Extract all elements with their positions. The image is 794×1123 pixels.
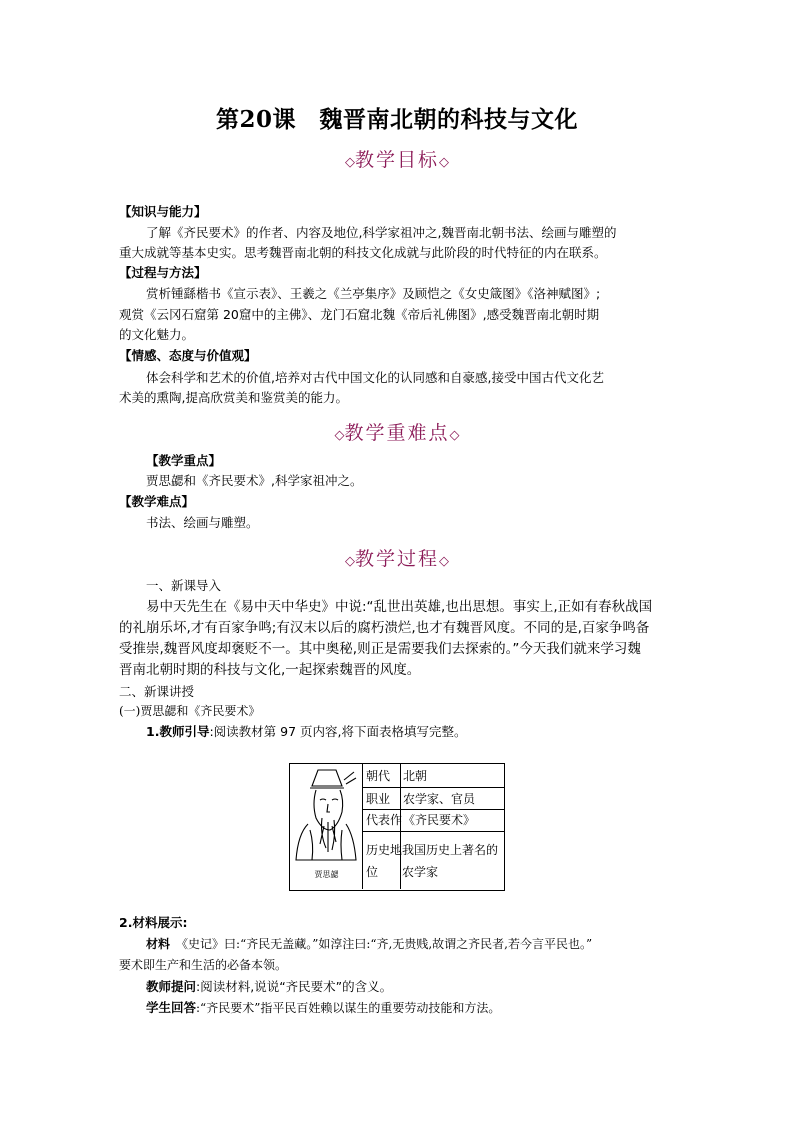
focus-text: 贾思勰和《齐民要术》,科学家祖冲之。 — [146, 473, 363, 488]
difficulty-heading: 【教学难点】 — [119, 494, 195, 509]
process-method-text-2: 观赏《云冈石窟第 20窟中的主佛》、龙门石窟北魏《帝后礼佛图》,感受魏晋南北朝时期 — [119, 307, 600, 322]
table-label-status-1: 历史地 — [366, 843, 403, 857]
diamond-icon: ◇ — [344, 155, 355, 170]
step2-heading: 2.材料展示: — [119, 915, 188, 930]
emotion-heading: 【情感、态度与价值观】 — [119, 348, 257, 363]
material-line-1 — [146, 934, 592, 955]
portrait-caption: 贾思勰 — [314, 870, 339, 879]
diamond-icon: ◇ — [344, 554, 355, 569]
section-goals-label: 教学目标 — [354, 149, 439, 171]
section-process-label: 教学过程 — [354, 548, 439, 570]
knowledge-heading: 【知识与能力】 — [119, 204, 207, 219]
jia-sixie-portrait — [290, 764, 363, 889]
teacher-question-label: 教师提问 — [146, 979, 197, 994]
lesson-title: 第20课 魏晋南北朝的科技与文化 — [215, 106, 578, 133]
table-value-occupation: 农学家、官员 — [403, 792, 476, 806]
table-row-divider — [363, 831, 504, 832]
section-heading-process — [0, 544, 794, 571]
step1-number: 1. — [146, 724, 160, 739]
material-text-1: 《史记》曰:“齐民无盖藏。”如淳注曰:“齐,无贵贱,故谓之齐民者,若今言平民也。” — [182, 937, 593, 951]
material-text-2: 要术即生产和生活的必备本领。 — [119, 958, 288, 972]
intro-heading: 一、新课导入 — [146, 578, 222, 593]
student-answer-text: :“齐民要术”指平民百姓赖以谋生的重要劳动技能和方法。 — [196, 1001, 501, 1015]
intro-text-1: 易中天先生在《易中天中华史》中说:“乱世出英雄,也出思想。事实上,正如有春秋战国 — [146, 599, 653, 615]
intro-text-3: 受推崇,魏晋风度却褒贬不一。其中奥秘,则正是需要我们去探索的。”今天我们就来学习魏 — [119, 641, 641, 657]
step1-label: 教师引导 — [159, 724, 210, 739]
process-method-heading: 【过程与方法】 — [119, 265, 207, 280]
focus-heading: 【教学重点】 — [146, 453, 222, 468]
difficulty-text: 书法、绘画与雕塑。 — [146, 515, 259, 530]
intro-text-2: 的礼崩乐坏,才有百家争鸣;有汉末以后的腐朽溃烂,也才有魏晋风度。不同的是,百家争鸣备 — [119, 620, 650, 636]
jia-sixie-table — [289, 763, 505, 891]
process-method-text-1: 赏析锺繇楷书《宣示表》、王羲之《兰亭集序》及顾恺之《女史箴图》《洛神赋图》; — [146, 286, 601, 301]
portrait-illustration-icon — [290, 764, 362, 874]
knowledge-text-1: 了解《齐民要术》的作者、内容及地位,科学家祖冲之,魏晋南北朝书法、绘画与雕塑的 — [146, 225, 617, 240]
diamond-icon: ◇ — [334, 428, 345, 443]
emotion-text-2: 术美的熏陶,提高欣赏美和鉴赏美的能力。 — [119, 390, 348, 405]
diamond-icon: ◇ — [439, 554, 449, 569]
table-value-work: 《齐民要术》 — [403, 813, 476, 827]
lecture-heading: 二、新课讲授 — [119, 684, 195, 699]
teacher-question-text: :阅读材料,说说“齐民要术”的含义。 — [196, 979, 393, 994]
table-row-divider — [363, 787, 504, 788]
section-heading-keypoints — [0, 418, 794, 445]
table-value-status-2: 农学家 — [402, 865, 439, 879]
table-label-dynasty: 朝代 — [366, 769, 391, 783]
material-label: 材料 — [146, 937, 171, 951]
section-keypoints-label: 教学重难点 — [344, 422, 450, 444]
subsection-jia-sixie: (一)贾思勰和《齐民要术》 — [119, 704, 261, 718]
section-heading-goals — [0, 145, 794, 172]
table-label-work: 代表作 — [366, 813, 403, 827]
knowledge-text-2: 重大成就等基本史实。思考魏晋南北朝的科技文化成就与此阶段的时代特征的内在联系。 — [119, 245, 607, 260]
table-value-status-1: 我国历史上著名的 — [402, 843, 499, 857]
emotion-text-1: 体会科学和艺术的价值,培养对古代中国文化的认同感和自豪感,接受中国古代文化艺 — [146, 370, 604, 385]
table-label-status-2: 位 — [366, 865, 379, 879]
process-method-text-3: 的文化魅力。 — [119, 327, 195, 342]
diamond-icon: ◇ — [439, 155, 449, 170]
step1-text: :阅读教材第 97 页内容,将下面表格填写完整。 — [209, 724, 467, 739]
step1-line — [146, 721, 467, 742]
student-answer-line — [146, 997, 500, 1019]
diamond-icon: ◇ — [449, 428, 460, 443]
table-value-dynasty: 北朝 — [403, 769, 428, 783]
table-label-occupation: 职业 — [366, 792, 391, 806]
teacher-question-line — [146, 976, 392, 997]
student-answer-label: 学生回答 — [146, 1000, 197, 1015]
intro-text-4: 晋南北朝时期的科技与文化,一起探索魏晋的风度。 — [119, 662, 421, 678]
